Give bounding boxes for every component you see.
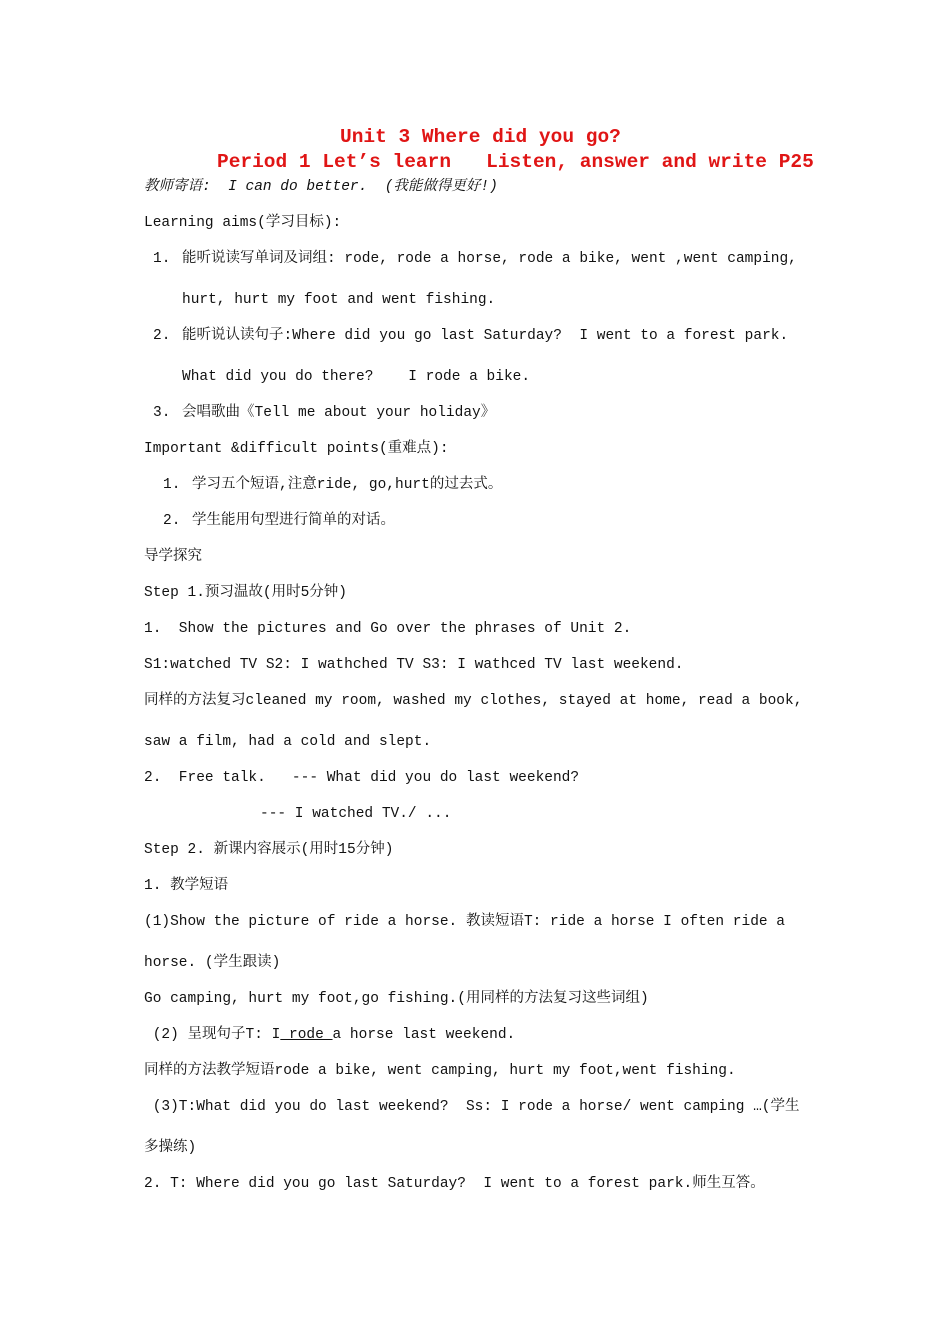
step2-line-6: 同样的方法教学短语rode a bike, went camping, hurt my foot,went fishing.: [144, 1063, 736, 1079]
step1-heading: Step 1.预习温故(用时5分钟): [144, 585, 348, 601]
aims-item-2-line2: What did you do there? I rode a bike.: [182, 369, 531, 385]
aims-item-3-line1: 会唱歌曲《Tell me about your holiday》: [182, 405, 496, 421]
step2-line-5-blank: rode: [280, 1027, 333, 1043]
points-item-1-number: 1.: [163, 477, 181, 493]
points-heading: Important &difficult points(重难点):: [144, 441, 449, 457]
step1-line-5: 2. Free talk. --- What did you do last weekend?: [144, 770, 580, 786]
aims-item-1-number: 1.: [153, 251, 171, 267]
step1-line-4: saw a film, had a cold and slept.: [144, 734, 432, 750]
points-item-1-text: 学习五个短语,注意ride, go,hurt的过去式。: [192, 477, 503, 493]
step2-line-3: horse. (学生跟读): [144, 955, 281, 971]
step1-line-1: 1. Show the pictures and Go over the phrases of Unit 2.: [144, 621, 632, 637]
step1-line-3: 同样的方法复习cleaned my room, washed my clothes, stayed at home, read a book,: [144, 693, 803, 709]
step2-line-9: 2. T: Where did you go last Saturday? I went to a forest park.师生互答。: [144, 1176, 765, 1192]
teacher-motto: 教师寄语: I can do better. (我能做得更好!): [144, 179, 498, 195]
step2-line-5-suffix: a horse last weekend.: [332, 1027, 516, 1043]
step2-heading: Step 2. 新课内容展示(用时15分钟): [144, 842, 394, 858]
aims-item-3-number: 3.: [153, 405, 171, 421]
step2-line-7: (3)T:What did you do last weekend? Ss: I rode a horse/ went camping …(学生: [144, 1099, 800, 1115]
step2-line-1: 1. 教学短语: [144, 878, 229, 894]
aims-item-2-number: 2.: [153, 328, 171, 344]
title-period: Period 1 Let’s learn Listen, answer and write P25: [217, 151, 814, 173]
step1-line-6: --- I watched TV./ ...: [260, 806, 452, 822]
step2-line-4: Go camping, hurt my foot,go fishing.(用同样的方法复习这些词组): [144, 991, 649, 1007]
aims-heading: Learning aims(学习目标):: [144, 215, 342, 231]
step2-line-5-prefix: (2) 呈现句子T: I: [144, 1027, 281, 1043]
title-unit: Unit 3 Where did you go?: [340, 126, 621, 148]
aims-item-2-line1: 能听说认读句子:Where did you go last Saturday? I went to a forest park.: [182, 328, 789, 344]
aims-item-1-line1: 能听说读写单词及词组: rode, rode a horse, rode a bike, went ,went camping,: [182, 251, 797, 267]
points-item-2-text: 学生能用句型进行简单的对话。: [192, 513, 395, 529]
step1-line-2: S1:watched TV S2: I wathched TV S3: I wathced TV last weekend.: [144, 657, 684, 673]
step2-line-5: [144, 1025, 515, 1045]
points-item-2-number: 2.: [163, 513, 181, 529]
step2-line-8: 多操练): [144, 1140, 197, 1156]
guide-heading: 导学探究: [144, 549, 202, 565]
aims-item-1-line2: hurt, hurt my foot and went fishing.: [182, 292, 496, 308]
step2-line-2: (1)Show the picture of ride a horse. 教读短语T: ride a horse I often ride a: [144, 914, 785, 930]
